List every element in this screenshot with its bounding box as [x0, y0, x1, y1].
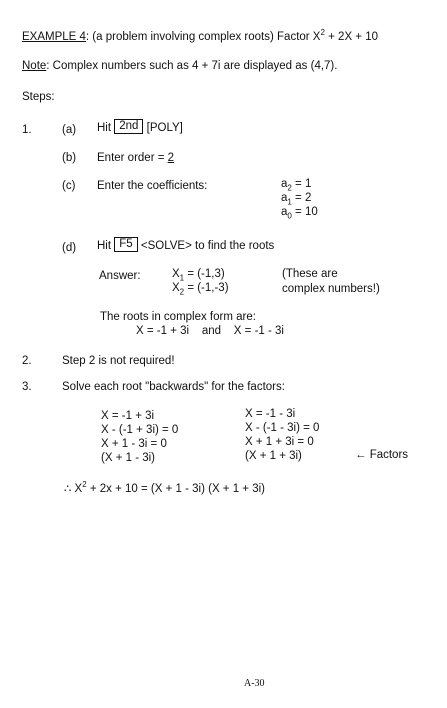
coeff-a2-val: = 1: [291, 178, 312, 190]
answer-x1: [172, 268, 225, 282]
answer-x2-sub: 2: [179, 287, 185, 297]
answer-x2: [172, 282, 229, 296]
coeff-a1: [281, 192, 311, 206]
therefore-symbol: ∴: [64, 482, 72, 495]
step1b-value: 2: [167, 152, 175, 164]
right-eq-1: X = -1 - 3i: [245, 408, 296, 420]
coeff-a0-val: = 10: [291, 206, 318, 218]
conclusion-exponent: 2: [82, 480, 87, 489]
step2-text: Step 2 is not required!: [62, 355, 175, 367]
coeff-a2-sub: 2: [287, 183, 292, 193]
example-label: EXAMPLE 4: [22, 30, 86, 43]
right-eq-2: X - (-1 - 3i) = 0: [245, 422, 320, 434]
left-eq-1: X = -1 + 3i: [101, 410, 155, 422]
coeff-a0: [281, 206, 318, 220]
step1d-post: <SOLVE> to find the roots: [140, 240, 275, 252]
page-number: A-30: [244, 678, 265, 689]
answer-x1-val: = (-1,3): [184, 268, 225, 280]
left-factor: (X + 1 - 3i): [101, 452, 156, 464]
coeff-a2-base: a: [281, 178, 288, 190]
right-factor: (X + 1 + 3i): [245, 450, 302, 462]
note-text: : Complex numbers such as 4 + 7i are displayed as (4,7).: [46, 60, 338, 72]
step1b-line: [97, 152, 174, 164]
step2-number: 2.: [22, 355, 32, 367]
left-eq-3: X + 1 - 3i = 0: [101, 438, 167, 450]
key-f5: F5: [114, 237, 137, 252]
answer-label: Answer:: [99, 270, 141, 282]
key-2nd: 2nd: [114, 119, 143, 134]
coeff-a0-sub: 0: [287, 211, 292, 221]
factors-label: ← Factors: [355, 449, 409, 461]
conclusion-x: X: [71, 482, 83, 495]
coeff-a1-val: = 2: [291, 192, 312, 204]
step3-text: Solve each root "backwards" for the factors:: [62, 381, 285, 393]
coeff-a1-sub: 1: [287, 197, 292, 207]
answer-note-1: (These are: [282, 268, 338, 280]
step1d-line: [97, 239, 274, 254]
step1d-letter: (d): [62, 242, 77, 254]
answer-x2-base: X: [172, 282, 180, 294]
answer-note-2: complex numbers!): [282, 283, 380, 295]
step1c-text: Enter the coefficients:: [97, 180, 208, 192]
step1a-line: [97, 121, 183, 136]
steps-heading: Steps:: [22, 91, 55, 103]
step3-number: 3.: [22, 381, 32, 393]
coeff-a0-base: a: [281, 206, 288, 218]
step1a-pre: Hit: [97, 122, 112, 134]
answer-x1-sub: 1: [179, 273, 185, 283]
example-desc: : (a problem involving complex roots) Factor X: [85, 30, 321, 43]
conclusion-line: [64, 480, 265, 495]
coeff-a2: [281, 178, 311, 192]
example-tail: + 2X + 10: [324, 30, 379, 43]
step1b-letter: (b): [62, 152, 77, 164]
coeff-a1-base: a: [281, 192, 288, 204]
roots-intro: The roots in complex form are:: [100, 311, 256, 323]
step1c-letter: (c): [62, 180, 76, 192]
example-exponent: 2: [320, 28, 325, 37]
roots-line: X = -1 + 3i and X = -1 - 3i: [136, 325, 284, 337]
step1-number: 1.: [22, 124, 32, 136]
step1d-pre: Hit: [97, 240, 112, 252]
answer-x1-base: X: [172, 268, 180, 280]
right-eq-3: X + 1 + 3i = 0: [245, 436, 314, 448]
note-label: Note: [22, 60, 47, 72]
step1a-post: [POLY]: [146, 122, 183, 134]
step1a-letter: (a): [62, 124, 77, 136]
step1b-pre: Enter order =: [97, 152, 168, 164]
example-heading: [22, 28, 378, 43]
left-eq-2: X - (-1 + 3i) = 0: [101, 424, 179, 436]
answer-x2-val: = (-1,-3): [184, 282, 229, 294]
note-line: [22, 60, 337, 72]
conclusion-rest: + 2x + 10 = (X + 1 - 3i) (X + 1 + 3i): [86, 482, 265, 495]
